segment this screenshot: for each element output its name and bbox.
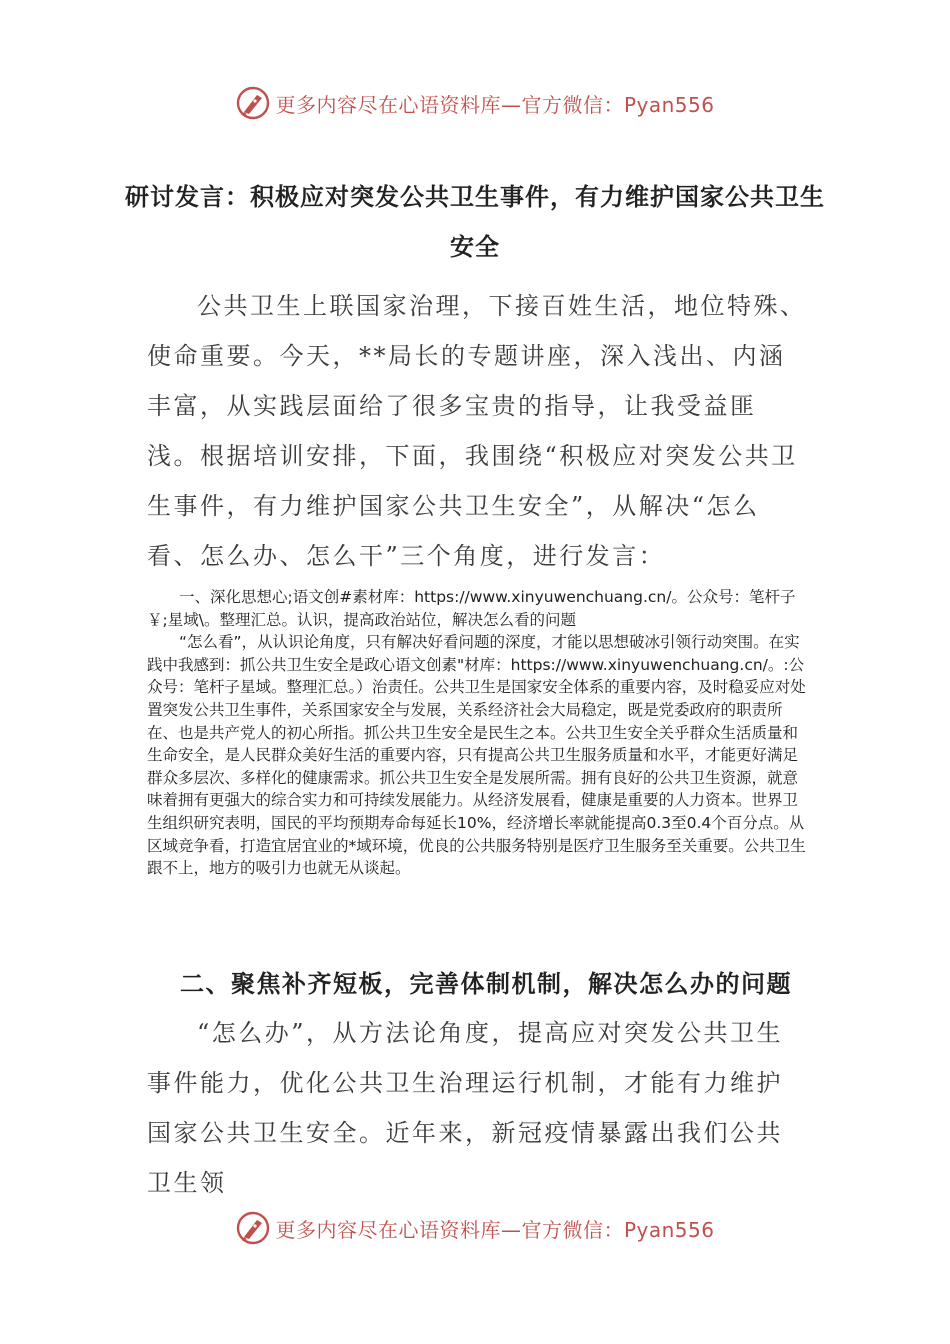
banner-text: 更多内容尽在心语资料库—官方微信：Pyan556 [275,1217,715,1242]
section-2-heading: 二、聚焦补齐短板，完善体制机制，解决怎么办的问题 [180,969,792,998]
intro-paragraph: 公共卫生上联国家治理，下接百姓生活，地位特殊、使命重要。今天，**局长的专题讲座，深入浅出、内涵丰富，从实践层面给了很多宝贵的指导，让我受益匪浅。根据培训安排，下面，我围绕“积极应对突发公共卫生事件，有力维护国家公共卫生安全”，从解决“怎么看、怎么办、怎么干”三个角度，进行发言： [147,292,807,570]
section-1-body: “怎么看”，从认识论角度，只有解决好看问题的深度，才能以思想破冰引领行动突围。在实践中我感到：抓公共卫生安全是政心语文创素"材库：https://www.xinyuwenchuang.cn/。:公众号：笔杆子星域。整理汇总。）治责任。公共卫生是国家安全体系的重要内容，及时稳妥应对处置突发公共卫生事件，关系国家安全与发展，关系经济社会大局稳定，既是党委政府的职责所在、也是共产党人的初心所指。抓公共卫生安全是民生之本。公共卫生安全关乎群众生活质量和生命安全，是人民群众美好生活的重要内容，只有提高公共卫生服务质量和水平，才能更好满足群众多层次、多样化的健康需求。抓公共卫生安全是发展所需。拥有良好的公共卫生资源，就意味着拥有更强大的综合实力和可持续发展能力。从经济发展看，健康是重要的人力资本。世界卫生组织研究表明，国民的平均预期寿命每延长10%，经济增长率就能提高0.3至0.4个百分点。从区域竞争看，打造宜居宜业的*域环境，优良的公共服务特别是医疗卫生服务至关重要。公共卫生跟不上，地方的吸引力也就无从谈起。 [147,633,806,878]
pen-nib-logo-icon [235,85,271,121]
banner-text: 更多内容尽在心语资料库—官方微信：Pyan556 [275,92,715,117]
footer-banner [0,1203,950,1253]
document-title: 研讨发言：积极应对突发公共卫生事件，有力维护国家公共卫生安全 [125,182,825,261]
section-1-heading: 一、深化思想心;语文创#素材库：https://www.xinyuwenchuang.cn/。公众号：笔杆子￥;星域\。整理汇总。认识，提高政治站位，解决怎么看的问题 [147,588,796,629]
section-1 [147,586,807,880]
header-banner [0,78,950,128]
pen-nib-logo-icon [235,1210,271,1246]
section-2-body: “怎么办”，从方法论角度，提高应对突发公共卫生事件能力，优化公共卫生治理运行机制，才能有力维护国家公共卫生安全。近年来，新冠疫情暴露出我们公共卫生领 [147,1019,784,1197]
